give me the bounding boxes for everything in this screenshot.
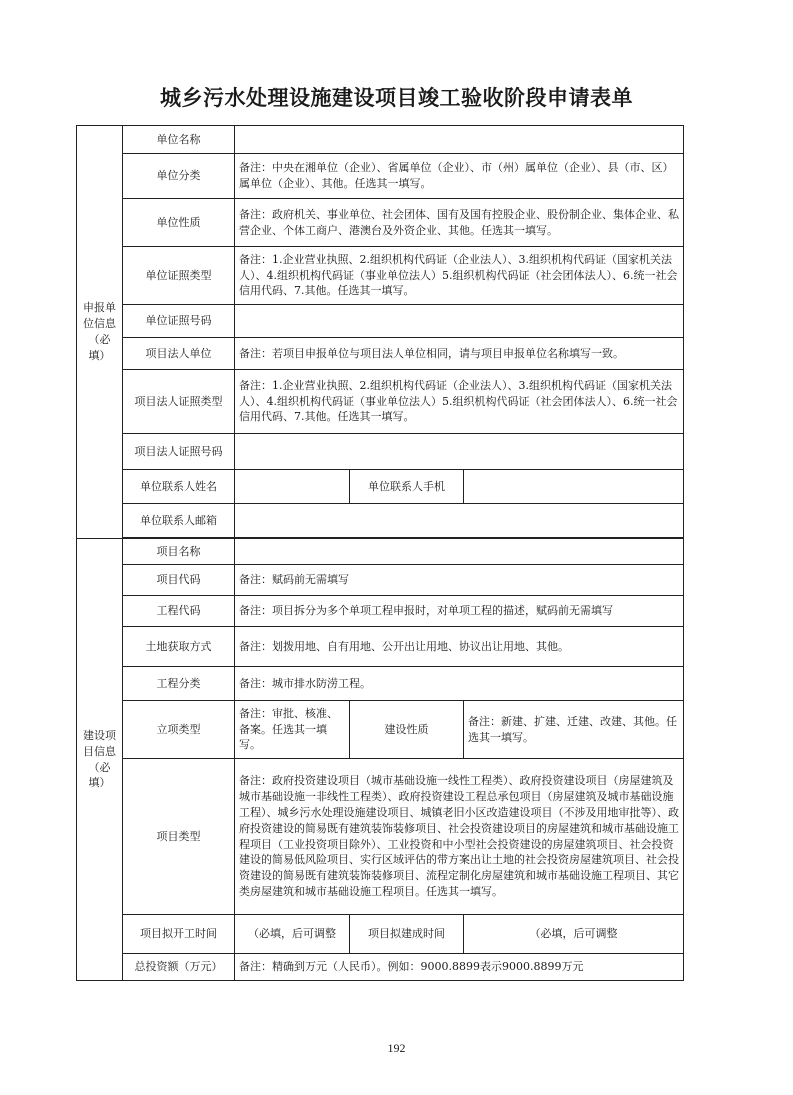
label-finish-date: 项目拟建成时间 <box>350 915 464 954</box>
section-project-info: 建设项目信息（必填） <box>77 539 123 981</box>
field-unit-category[interactable]: 备注：中央在湘单位（企业）、省属单位（企业）、市（州）属单位（企业）、县（市、区）属单位（企业）、其他。任选其一填写。 <box>235 154 684 199</box>
field-total-investment[interactable]: 备注：精确到万元（人民币）。例如：9000.8899表示9000.8899万元 <box>235 954 684 981</box>
field-construction-nature[interactable]: 备注：新建、扩建、迁建、改建、其他。任选其一填写。 <box>464 701 684 759</box>
page-number: 192 <box>387 1041 406 1055</box>
field-contact-phone[interactable] <box>464 470 684 504</box>
label-contact-phone: 单位联系人手机 <box>350 470 464 504</box>
label-engineering-code: 工程代码 <box>123 596 235 627</box>
field-unit-cert-type[interactable]: 备注：1.企业营业执照、2.组织机构代码证（企业法人）、3.组织机构代码证（国家机关法人）、4.组织机构代码证（事业单位法人）5.组织机构代码证（社会团体法人）、6.统一社会信用代码、7.其他。任选其一填写。 <box>235 247 684 305</box>
field-contact-email[interactable] <box>235 504 684 538</box>
field-contact-name[interactable] <box>235 470 350 504</box>
label-engineering-category: 工程分类 <box>123 667 235 701</box>
label-construction-nature: 建设性质 <box>350 701 464 759</box>
application-form-table <box>76 125 684 981</box>
label-project-name: 项目名称 <box>123 539 235 565</box>
label-project-type: 项目类型 <box>123 759 235 915</box>
label-project-code: 项目代码 <box>123 565 235 596</box>
label-start-date: 项目拟开工时间 <box>123 915 235 954</box>
field-project-type[interactable]: 备注：政府投资建设项目（城市基础设施一线性工程类）、政府投资建设项目（房屋建筑及城市基础设施一非线性工程类）、政府投资建设工程总承包项目（房屋建筑及城市基础设施工程）、城乡污水处理设施建设项目、城镇老旧小区改造建设项目（不涉及用地审批等）、政府投资建设的简易既有建筑装饰装修项目、社会投资建设项目的房屋建筑和城市基础设施工程项目（工业投资项目除外）、工业投资和中小型社会投资建设的房屋建筑项目、社会投资建设的简易低风险项目、实行区域评估的带方案出让土地的社会投资房屋建筑项目、社会投资建设的简易既有建筑装饰装修项目、流程定制化房屋建筑和城市基础设施工程项目、其它类房屋建筑和城市基础设施工程项目。任选其一填写。 <box>235 759 684 915</box>
label-unit-cert-type: 单位证照类型 <box>123 247 235 305</box>
field-project-name[interactable] <box>235 539 684 565</box>
field-land-method[interactable]: 备注：划拨用地、自有用地、公开出让用地、协议出让用地、其他。 <box>235 627 684 667</box>
section-applicant-info: 申报单位信息（必填） <box>77 126 123 539</box>
label-approval-type: 立项类型 <box>123 701 235 759</box>
field-engineering-category[interactable]: 备注：城市排水防涝工程。 <box>235 667 684 701</box>
field-project-code[interactable]: 备注：赋码前无需填写 <box>235 565 684 596</box>
field-legal-unit[interactable]: 备注：若项目申报单位与项目法人单位相同，请与项目申报单位名称填写一致。 <box>235 338 684 370</box>
field-finish-date[interactable]: （必填，后可调整 <box>464 915 684 954</box>
form-title: 城乡污水处理设施建设项目竣工验收阶段申请表单 <box>160 86 633 110</box>
label-total-investment: 总投资额（万元） <box>123 954 235 981</box>
field-engineering-code[interactable]: 备注：项目拆分为多个单项工程申报时，对单项工程的描述，赋码前无需填写 <box>235 596 684 627</box>
field-unit-cert-no[interactable] <box>235 305 684 338</box>
label-contact-email: 单位联系人邮箱 <box>123 504 235 538</box>
field-unit-nature[interactable]: 备注：政府机关、事业单位、社会团体、国有及国有控股企业、股份制企业、集体企业、私营企业、个体工商户、港澳台及外资企业、其他。任选其一填写。 <box>235 199 684 247</box>
label-unit-cert-no: 单位证照号码 <box>123 305 235 338</box>
field-unit-name[interactable] <box>235 126 684 154</box>
label-legal-cert-no: 项目法人证照号码 <box>123 434 235 470</box>
label-unit-category: 单位分类 <box>123 154 235 199</box>
label-contact-name: 单位联系人姓名 <box>123 470 235 504</box>
field-start-date[interactable]: （必填，后可调整 <box>235 915 350 954</box>
label-land-method: 土地获取方式 <box>123 627 235 667</box>
field-legal-cert-type[interactable]: 备注：1.企业营业执照、2.组织机构代码证（企业法人）、3.组织机构代码证（国家机关法人）、4.组织机构代码证（事业单位法人）5.组织机构代码证（社会团体法人）、6.统一社会信用代码、7.其他。任选其一填写。 <box>235 370 684 434</box>
field-legal-cert-no[interactable] <box>235 434 684 470</box>
label-legal-cert-type: 项目法人证照类型 <box>123 370 235 434</box>
field-approval-type[interactable]: 备注：审批、核准、备案。任选其一填写。 <box>235 701 350 759</box>
label-legal-unit: 项目法人单位 <box>123 338 235 370</box>
label-unit-name: 单位名称 <box>123 126 235 154</box>
label-unit-nature: 单位性质 <box>123 199 235 247</box>
